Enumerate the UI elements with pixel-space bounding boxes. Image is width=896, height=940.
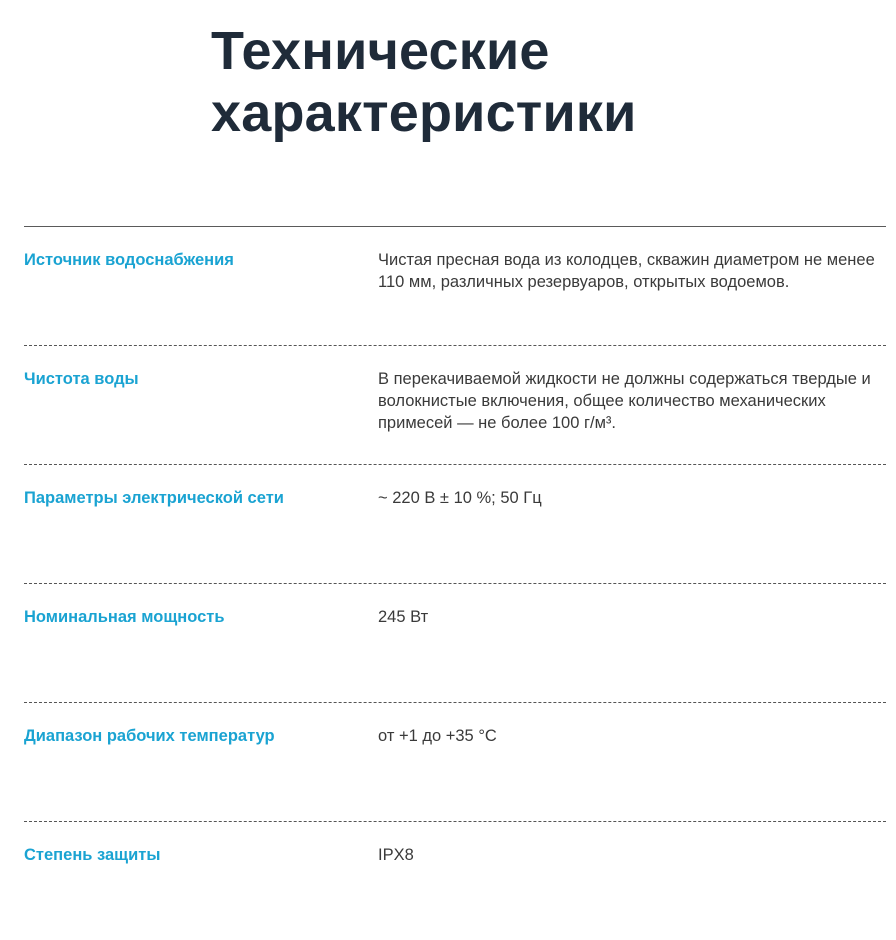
spec-label: Номинальная мощность	[24, 608, 225, 626]
spec-row	[24, 226, 886, 345]
spec-value: 245 Вт	[378, 608, 429, 626]
spec-label: Параметры электрической сети	[24, 489, 284, 507]
spec-label: Чистота воды	[24, 370, 139, 388]
spec-label: Источник водоснабжения	[24, 251, 234, 269]
spec-row	[24, 821, 886, 940]
spec-value: от +1 до +35 °С	[378, 727, 497, 745]
spec-value: В перекачиваемой жидкости не должны содержаться твердые и волокнистые включения, общее количество механических примесей — не более 100 г/м³.	[378, 370, 871, 432]
specs-table	[24, 226, 886, 940]
spec-row	[24, 702, 886, 821]
spec-row	[24, 583, 886, 702]
spec-row	[24, 345, 886, 464]
spec-value: Чистая пресная вода из колодцев, скважин диаметром не менее 110 мм, различных резервуаров, открытых водоемов.	[378, 251, 875, 291]
spec-value: ~ 220 В ± 10 %; 50 Гц	[378, 489, 542, 507]
page-title: Технические характеристики	[211, 21, 637, 143]
spec-row	[24, 464, 886, 583]
spec-label: Диапазон рабочих температур	[24, 727, 275, 745]
spec-value: IPX8	[378, 846, 414, 864]
spec-label: Степень защиты	[24, 846, 161, 864]
